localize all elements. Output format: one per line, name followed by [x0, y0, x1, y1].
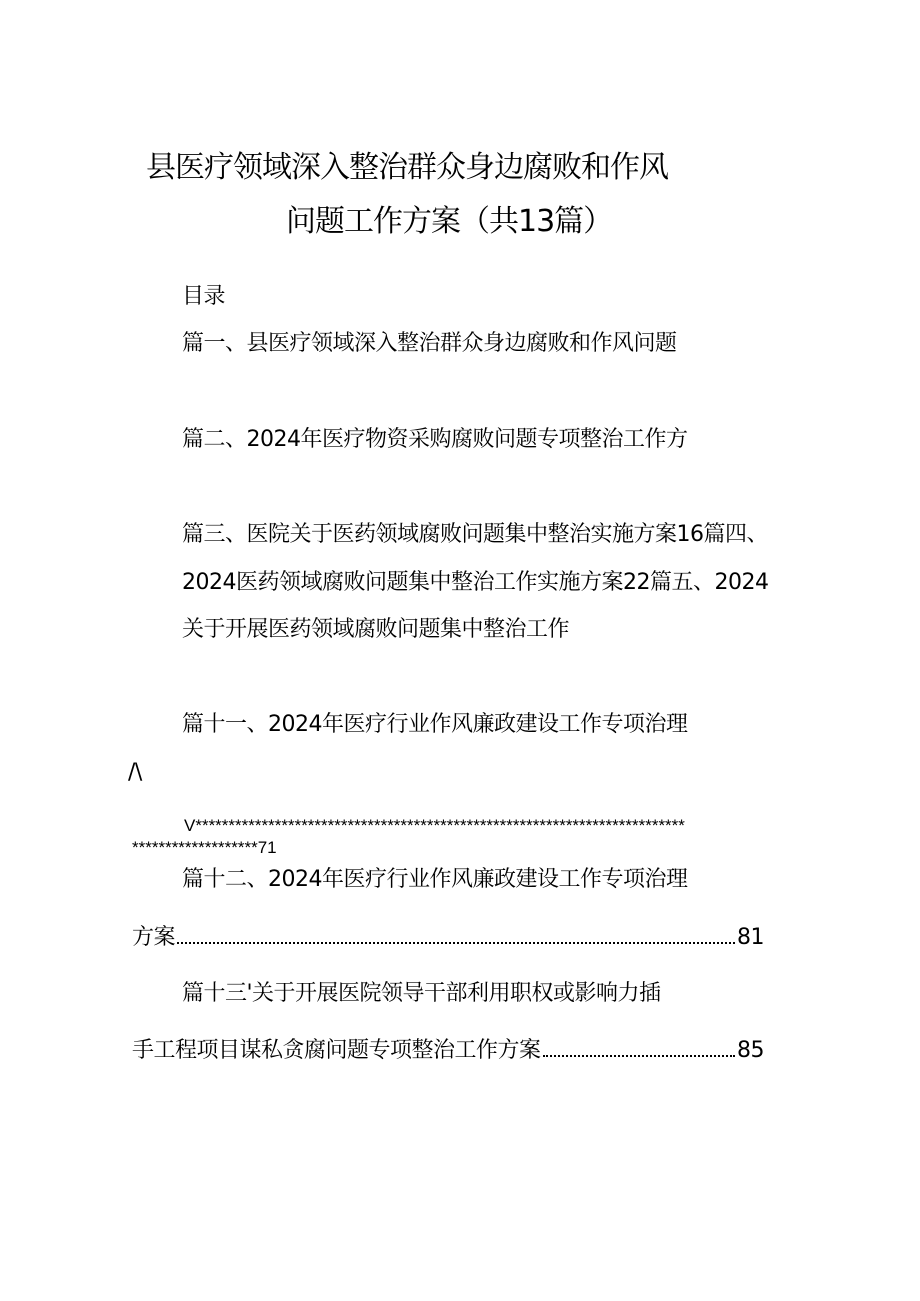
toc-entry-11-leader-continuation: *******************71	[132, 838, 277, 857]
dot-leader	[177, 942, 735, 944]
dot-leader	[543, 1055, 735, 1057]
toc-entry-3-line-2: 2024医药领域腐败问题集中整治工作实施方案22篇五、2024	[182, 570, 769, 595]
toc-entry-3-line-1: 篇三、医院关于医药领域腐败问题集中整治实施方案16篇四、	[182, 522, 768, 547]
toc-entry-3-line-3: 关于开展医药领域腐败问题集中整治工作	[182, 617, 570, 642]
toc-entry-12-text: 方案	[132, 925, 176, 950]
toc-entry-13-text: 手工程项目谋私贪腐问题专项整治工作方案	[132, 1038, 541, 1063]
toc-entry-13-page: 85	[737, 1038, 764, 1063]
document-title-line-2: 问题工作方案（共13篇）	[286, 204, 613, 239]
document-title-line-1: 县医疗领域深入整治群众身边腐败和作风	[146, 150, 668, 185]
toc-entry-2: 篇二、2024年医疗物资采购腐败问题专项整治工作方	[182, 427, 688, 452]
toc-entry-11-line-1: 篇十一、2024年医疗行业作风廉政建设工作专项治理	[182, 712, 688, 737]
toc-entry-13-line-2	[132, 1033, 764, 1064]
toc-entry-12-line-2	[132, 920, 764, 951]
toc-entry-11-line-2: /\	[128, 760, 142, 785]
toc-entry-1: 篇一、县医疗领域深入整治群众身边腐败和作风问题	[182, 331, 677, 356]
toc-entry-12-page: 81	[737, 925, 764, 950]
toc-entry-12-line-1: 篇十二、2024年医疗行业作风廉政建设工作专项治理	[182, 867, 688, 892]
toc-entry-13-line-1: 篇十三'关于开展医院领导干部利用职权或影响力插	[182, 981, 661, 1006]
toc-heading: 目录	[182, 284, 226, 309]
toc-entry-11-leader-line-1: V**************************************************************************	[184, 816, 685, 835]
